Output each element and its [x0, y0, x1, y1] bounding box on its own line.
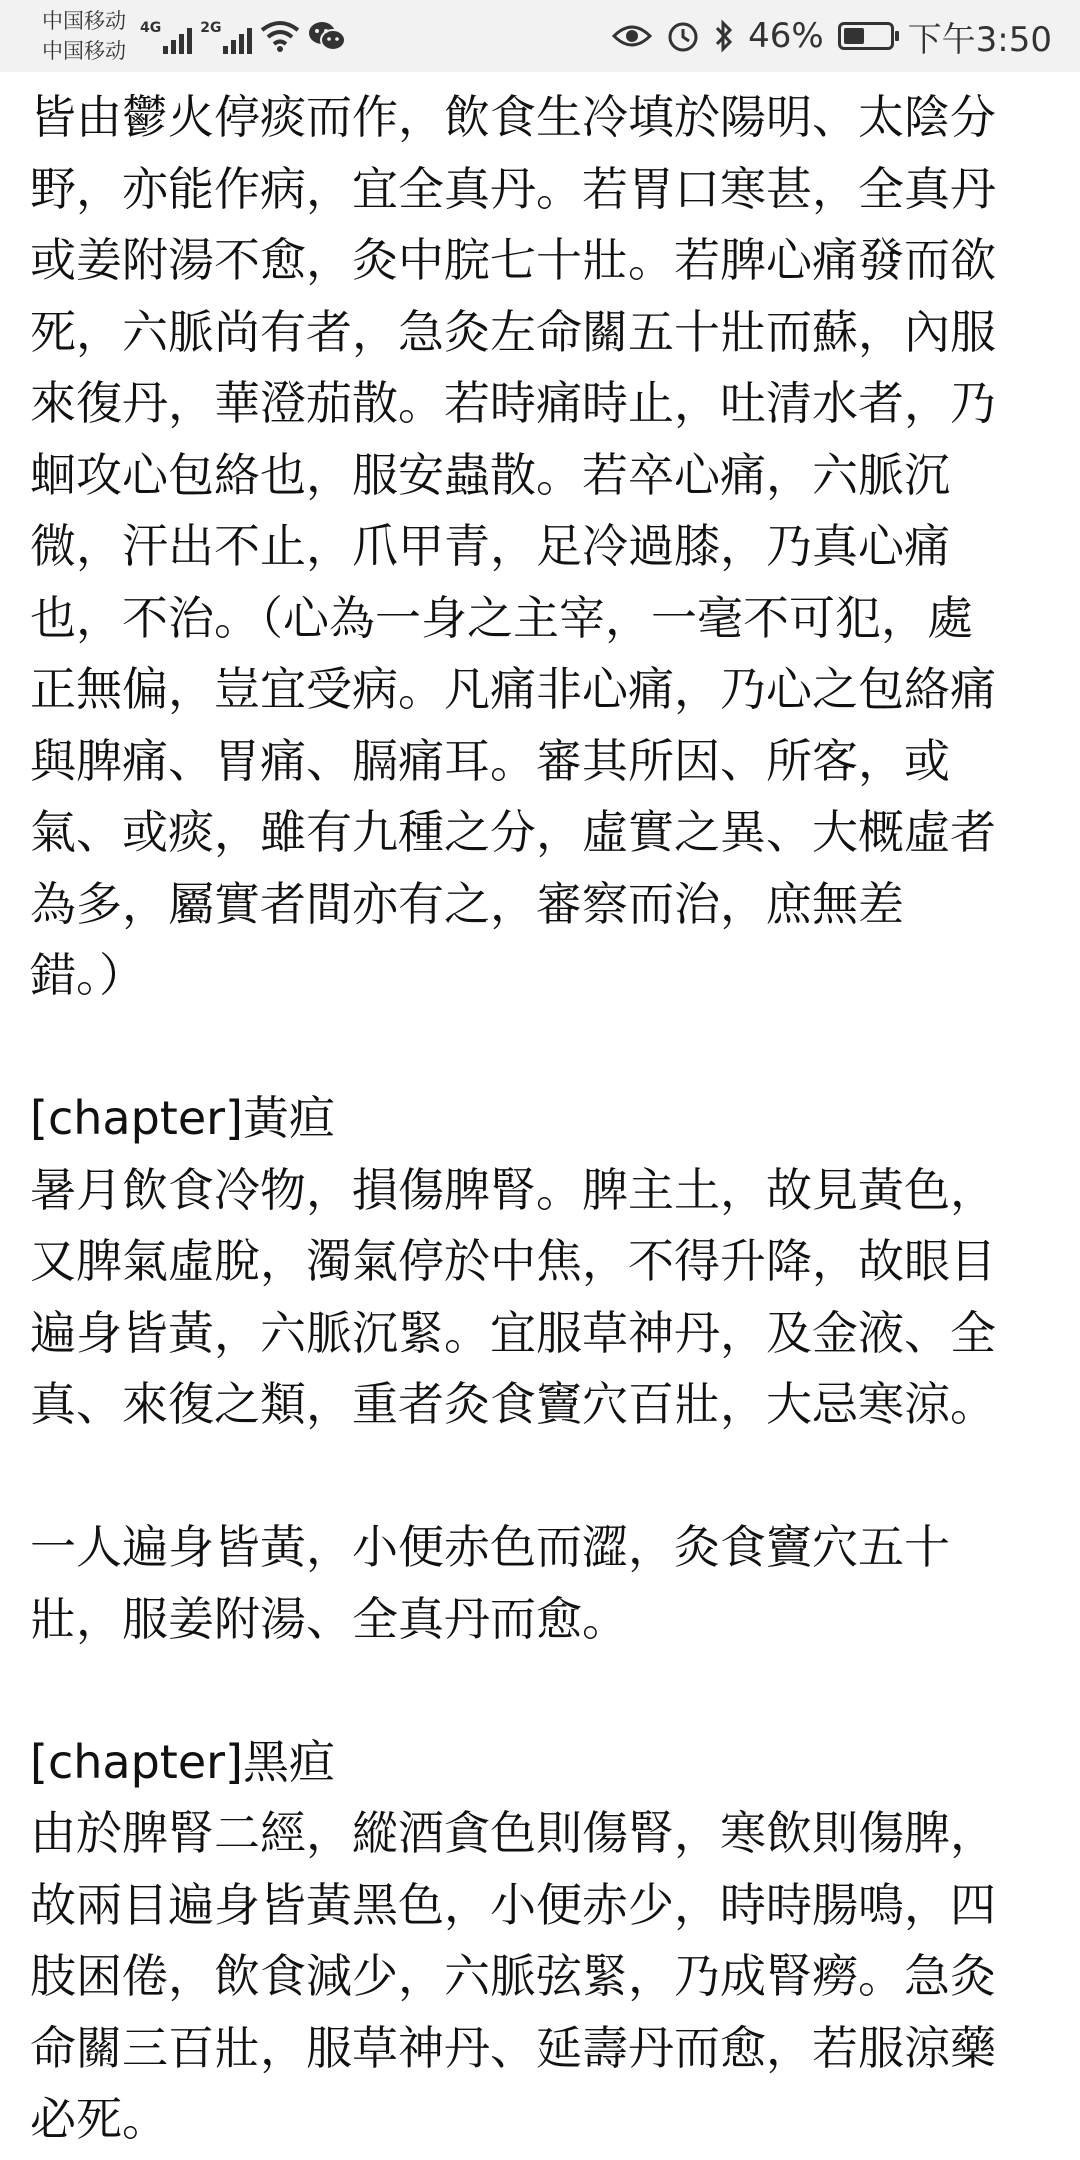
- paragraph-gap: [30, 1655, 1054, 1727]
- bluetooth-icon: [714, 19, 734, 53]
- carrier-bottom: 中国移动: [42, 39, 126, 63]
- text-line: 或姜附湯不愈，灸中脘七十壯。若脾心痛發而欲: [30, 233, 996, 287]
- reader-content: [30, 82, 1054, 2156]
- battery-icon: [838, 22, 894, 50]
- text-line: 命關三百壯，服草神丹、延壽丹而愈，若服涼藥: [30, 2020, 996, 2075]
- carrier-labels: [42, 6, 126, 66]
- text-line: 也，不治。（心為一身之主宰，一毫不可犯，處: [30, 590, 973, 645]
- paragraph-gap: [30, 1441, 1054, 1513]
- text-line: 又脾氣虛脫，濁氣停於中焦，不得升降，故眼目: [30, 1234, 996, 1288]
- text-line: 皆由鬱火停痰而作，飲食生冷填於陽明、太陰分: [30, 90, 996, 144]
- battery-level: [844, 28, 864, 44]
- signal-icon: [163, 24, 192, 54]
- text-line: 肢困倦，飲食減少，六脈弦緊，乃成腎癆。急灸: [30, 1949, 996, 2003]
- text-line: 野，亦能作病，宜全真丹。若胃口寒甚，全真丹: [30, 161, 996, 216]
- signal-group-1: [140, 18, 192, 54]
- network-type-label: 4G: [140, 20, 162, 36]
- text-line: 來復丹，華澄茄散。若時痛時止，吐清水者，乃: [30, 376, 996, 430]
- status-bar: [0, 0, 1080, 72]
- text-line: 暑月飲食冷物，損傷脾腎。脾主土，故見黃色，: [30, 1162, 996, 1217]
- text-line: 遍身皆黃，六脈沉緊。宜服草神丹，及金液、全: [30, 1305, 996, 1360]
- network-type-label: 2G: [200, 20, 222, 36]
- alarm-icon: [666, 19, 700, 53]
- wifi-icon: [260, 20, 300, 52]
- status-right: [612, 12, 1052, 61]
- status-left: [42, 6, 346, 66]
- wechat-icon: [308, 20, 346, 52]
- eye-icon: [612, 22, 652, 50]
- text-line: 故兩目遍身皆黃黑色，小便赤少，時時腸鳴，四: [30, 1877, 996, 1932]
- text-line: 死，六脈尚有者，急灸左命關五十壯而蘇，內服: [30, 304, 996, 359]
- signal-group-2: [200, 18, 252, 54]
- text-line: 壯，服姜附湯、全真丹而愈。: [30, 1591, 628, 1646]
- chapter-heading: [chapter]黑疸: [30, 1734, 335, 1789]
- battery-percent: 46%: [748, 16, 824, 56]
- chapter-heading: [chapter]黃疸: [30, 1091, 335, 1145]
- text-line: 由於脾腎二經，縱酒貪色則傷腎，寒飲則傷脾，: [30, 1806, 996, 1860]
- text-line: 真、來復之類，重者灸食竇穴百壯，大忌寒涼。: [30, 1377, 996, 1431]
- text-line: 為多，屬實者間亦有之，審察而治，庶無差: [30, 876, 904, 931]
- text-line: 蛔攻心包絡也，服安蟲散。若卒心痛，六脈沉: [30, 447, 950, 502]
- text-line: 必死。: [30, 2092, 168, 2146]
- clock: 下午3:50: [907, 19, 1052, 60]
- paragraph-gap: [30, 1012, 1054, 1084]
- text-line: 氣、或痰，雖有九種之分，虛實之異、大概虛者: [30, 805, 996, 859]
- text-line: 錯。）: [30, 948, 145, 1002]
- text-line: 微，汗出不止，爪甲青，足冷過膝，乃真心痛: [30, 519, 950, 573]
- text-line: 與脾痛、胃痛、膈痛耳。審其所因、所客，或: [30, 733, 950, 788]
- signal-icon: [223, 24, 252, 54]
- text-line: 正無偏，豈宜受病。凡痛非心痛，乃心之包絡痛: [30, 662, 996, 716]
- carrier-top: 中国移动: [42, 9, 126, 33]
- text-line: 一人遍身皆黃，小便赤色而澀，灸食竇穴五十: [30, 1520, 950, 1574]
